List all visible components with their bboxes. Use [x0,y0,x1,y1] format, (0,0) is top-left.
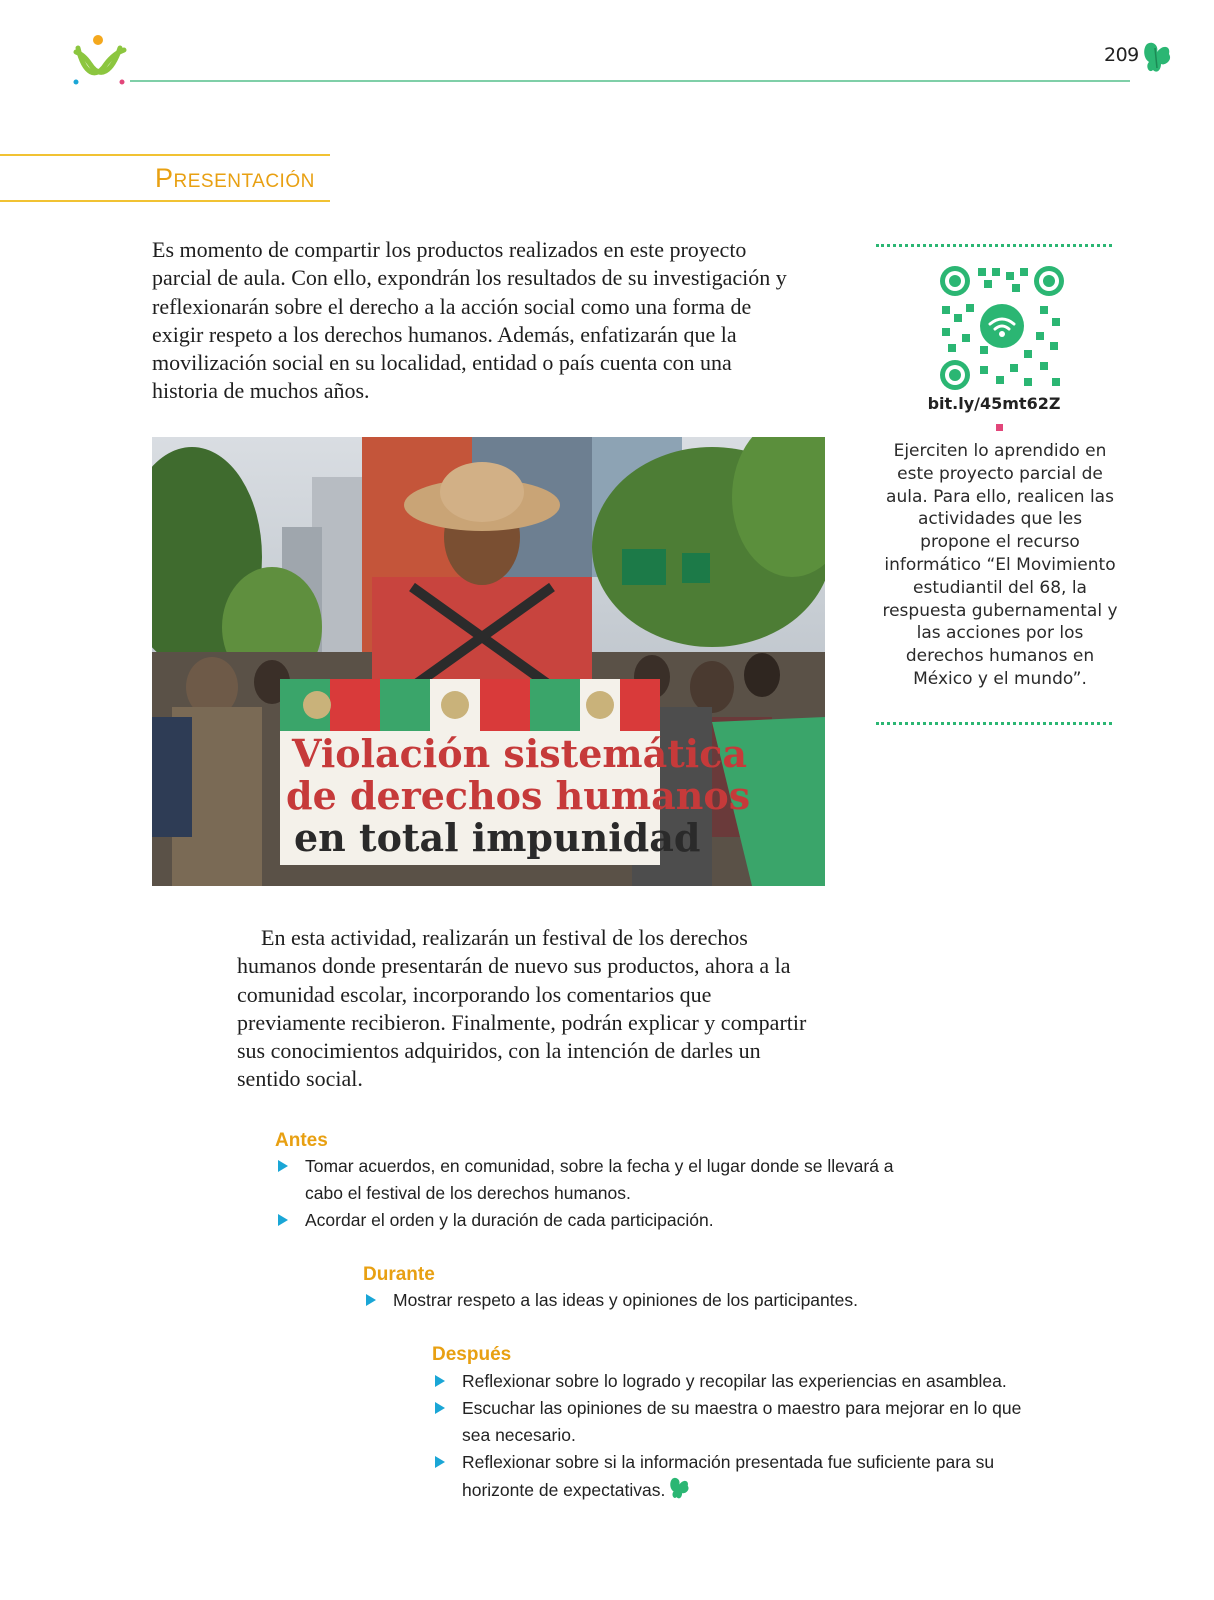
bullet-arrow-icon [366,1294,376,1306]
bullet-arrow-icon [435,1456,445,1468]
green-leaf-icon [1143,40,1173,74]
sign-line-3: en total impunidad [294,815,701,860]
protest-photo [152,437,825,886]
antes-list [275,1153,895,1234]
sign-line-1: Violación sistemática [292,731,747,776]
person-leaf-logo-icon [72,34,128,86]
list-item: Reflexionar sobre lo logrado y recopilar las experiencias en asamblea. [432,1368,1022,1395]
qr-url[interactable]: bit.ly/45mt62Z [927,394,1061,413]
sidebar-rule-top [876,244,1112,247]
intro-paragraph: Es momento de compartir los productos realizados en este proyecto parcial de aula. Con ello, expondrán los resultados de su investigación y reflexionarán sobre el derecho a la acción social como una forma de exigir respeto a los derechos humanos. Además, enfatizarán que la movilización social en su localidad, entidad o país cuenta con una historia de muchos años. [152,237,787,404]
bullet-arrow-icon [278,1160,288,1172]
list-item: Reflexionar sobre si la información presentada fue suficiente para su horizonte de expectativas. [432,1449,1022,1504]
section-rule-top [0,154,330,156]
list-item: Acordar el orden y la duración de cada participación. [275,1207,895,1234]
activity-paragraph: En esta actividad, realizarán un festival de los derechos humanos donde presentarán de nuevo sus productos, ahora a la comunidad escolar, incorporando los comentarios que previamente recibieron. Finalmente, podrán explicar y compartir sus conocimientos adquiridos, con la intención de darles un sentido social. [237,925,807,1092]
bullet-arrow-icon [435,1402,445,1414]
bullet-arrow-icon [278,1214,288,1226]
despues-heading: Después [432,1344,512,1365]
sign-line-2: de derechos humanos [286,773,751,818]
pink-marker [996,424,1003,431]
green-leaf-end-icon [669,1476,691,1500]
list-item: Escuchar las opiniones de su maestra o maestro para mejorar en lo que sea necesario. [432,1395,1022,1449]
durante-heading: Durante [363,1264,435,1285]
list-item: Mostrar respeto a las ideas y opiniones de los participantes. [363,1287,963,1314]
qr-code-icon[interactable] [940,266,1064,390]
header-rule [130,80,1130,82]
bullet-arrow-icon [435,1375,445,1387]
section-rule-bottom [0,200,330,202]
sidebar-text: Ejerciten lo aprendido en este proyecto parcial de aula. Para ello, realicen las actividades que les propone el recurso informático “El Movimiento estudiantil del 68, la respuesta gubernamental y las acciones por los derechos humanos en México y el mundo”. [882,441,1118,689]
section-title: Presentación [155,163,315,193]
list-item: Tomar acuerdos, en comunidad, sobre la fecha y el lugar donde se llevará a cabo el festival de los derechos humanos. [275,1153,895,1207]
sidebar-rule-bottom [876,722,1112,725]
page-number: 209 [1104,44,1139,66]
durante-list [363,1287,963,1314]
antes-heading: Antes [275,1130,328,1151]
despues-list [432,1368,1022,1504]
